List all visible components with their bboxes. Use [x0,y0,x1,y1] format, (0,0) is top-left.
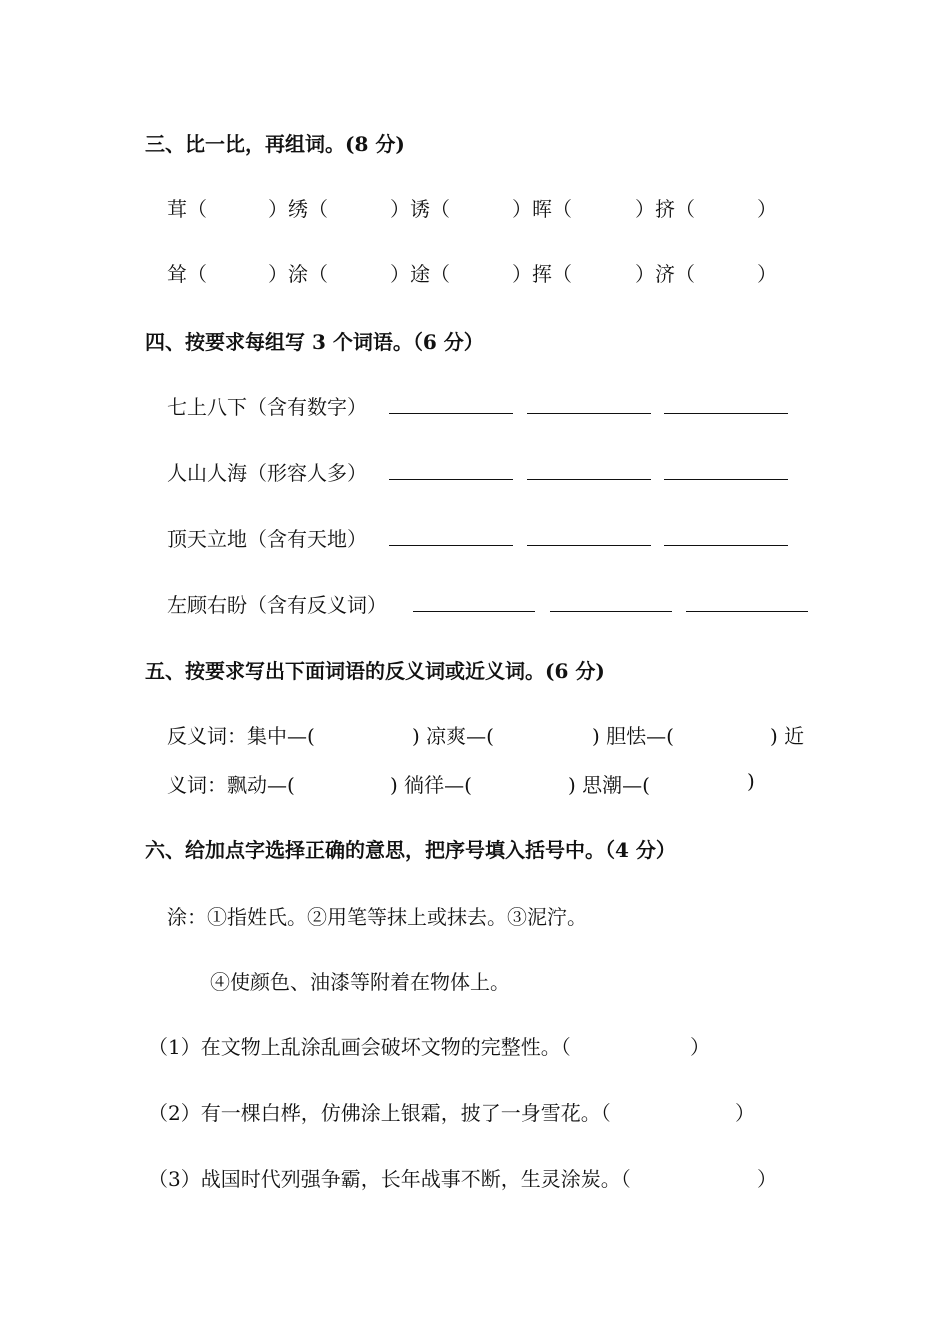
answer-blank[interactable] [664,545,788,546]
word-prompt: 左顾右盼（含有反义词） [167,593,387,617]
answer-blank[interactable] [664,479,788,480]
answer-blank[interactable] [686,611,808,612]
answer-blank[interactable] [389,479,513,480]
compare-item: ）挥（ [512,262,572,286]
definition-line: ④使颜色、油漆等附着在物体上。 [210,970,510,994]
question-item: （1）在文物上乱涂乱画会破坏文物的完整性。（ [148,1035,571,1059]
question-item: （3）战国时代列强争霸，长年战事不断，生灵涂炭。（ [148,1167,631,1191]
compare-item: ）途（ [390,262,450,286]
compare-item: 茸（ [167,197,207,221]
section-5-title: 五、按要求写出下面词语的反义词或近义词。(6 分) [145,659,605,683]
antonym-item: ) 凉爽—( [412,724,494,748]
compare-item: ） [757,197,777,221]
answer-blank[interactable] [527,413,651,414]
word-prompt: 人山人海（形容人多） [167,461,367,485]
compare-item: ） [757,262,777,286]
question-close-paren: ） [690,1035,710,1059]
question-item: （2）有一棵白桦，仿佛涂上银霜，披了一身雪花。（ [148,1101,611,1125]
compare-item: 耸（ [167,262,207,286]
compare-item: ）绣（ [268,197,328,221]
compare-item: ）晖（ [512,197,572,221]
question-close-paren: ） [735,1101,755,1125]
answer-blank[interactable] [527,545,651,546]
section-4-title: 四、按要求每组写 3 个词语。（6 分） [145,330,484,354]
answer-blank[interactable] [413,611,535,612]
answer-blank[interactable] [550,611,672,612]
answer-blank[interactable] [389,545,513,546]
compare-item: ）涂（ [268,262,328,286]
compare-item: ）挤（ [635,197,695,221]
word-prompt: 七上八下（含有数字） [167,395,367,419]
word-prompt: 顶天立地（含有天地） [167,527,367,551]
antonym-item: ) 胆怯—( [592,724,674,748]
synonym-item: 义词：飘动—( [167,773,295,797]
compare-item: ）诱（ [390,197,450,221]
answer-blank[interactable] [664,413,788,414]
question-close-paren: ） [757,1167,777,1191]
synonym-item: ) 思潮—( [568,773,650,797]
antonym-item: 反义词：集中—( [167,724,315,748]
definition-line: 涂：①指姓氏。②用笔等抹上或抹去。③泥泞。 [167,905,587,929]
answer-blank[interactable] [389,413,513,414]
synonym-item: ) [747,769,755,793]
section-6-title: 六、给加点字选择正确的意思，把序号填入括号中。（4 分） [145,838,676,862]
compare-item: ）济（ [635,262,695,286]
synonym-item: ) 徜徉—( [390,773,472,797]
section-3-title: 三、比一比，再组词。(8 分) [145,132,405,156]
answer-blank[interactable] [527,479,651,480]
antonym-item: ) 近 [770,724,805,748]
